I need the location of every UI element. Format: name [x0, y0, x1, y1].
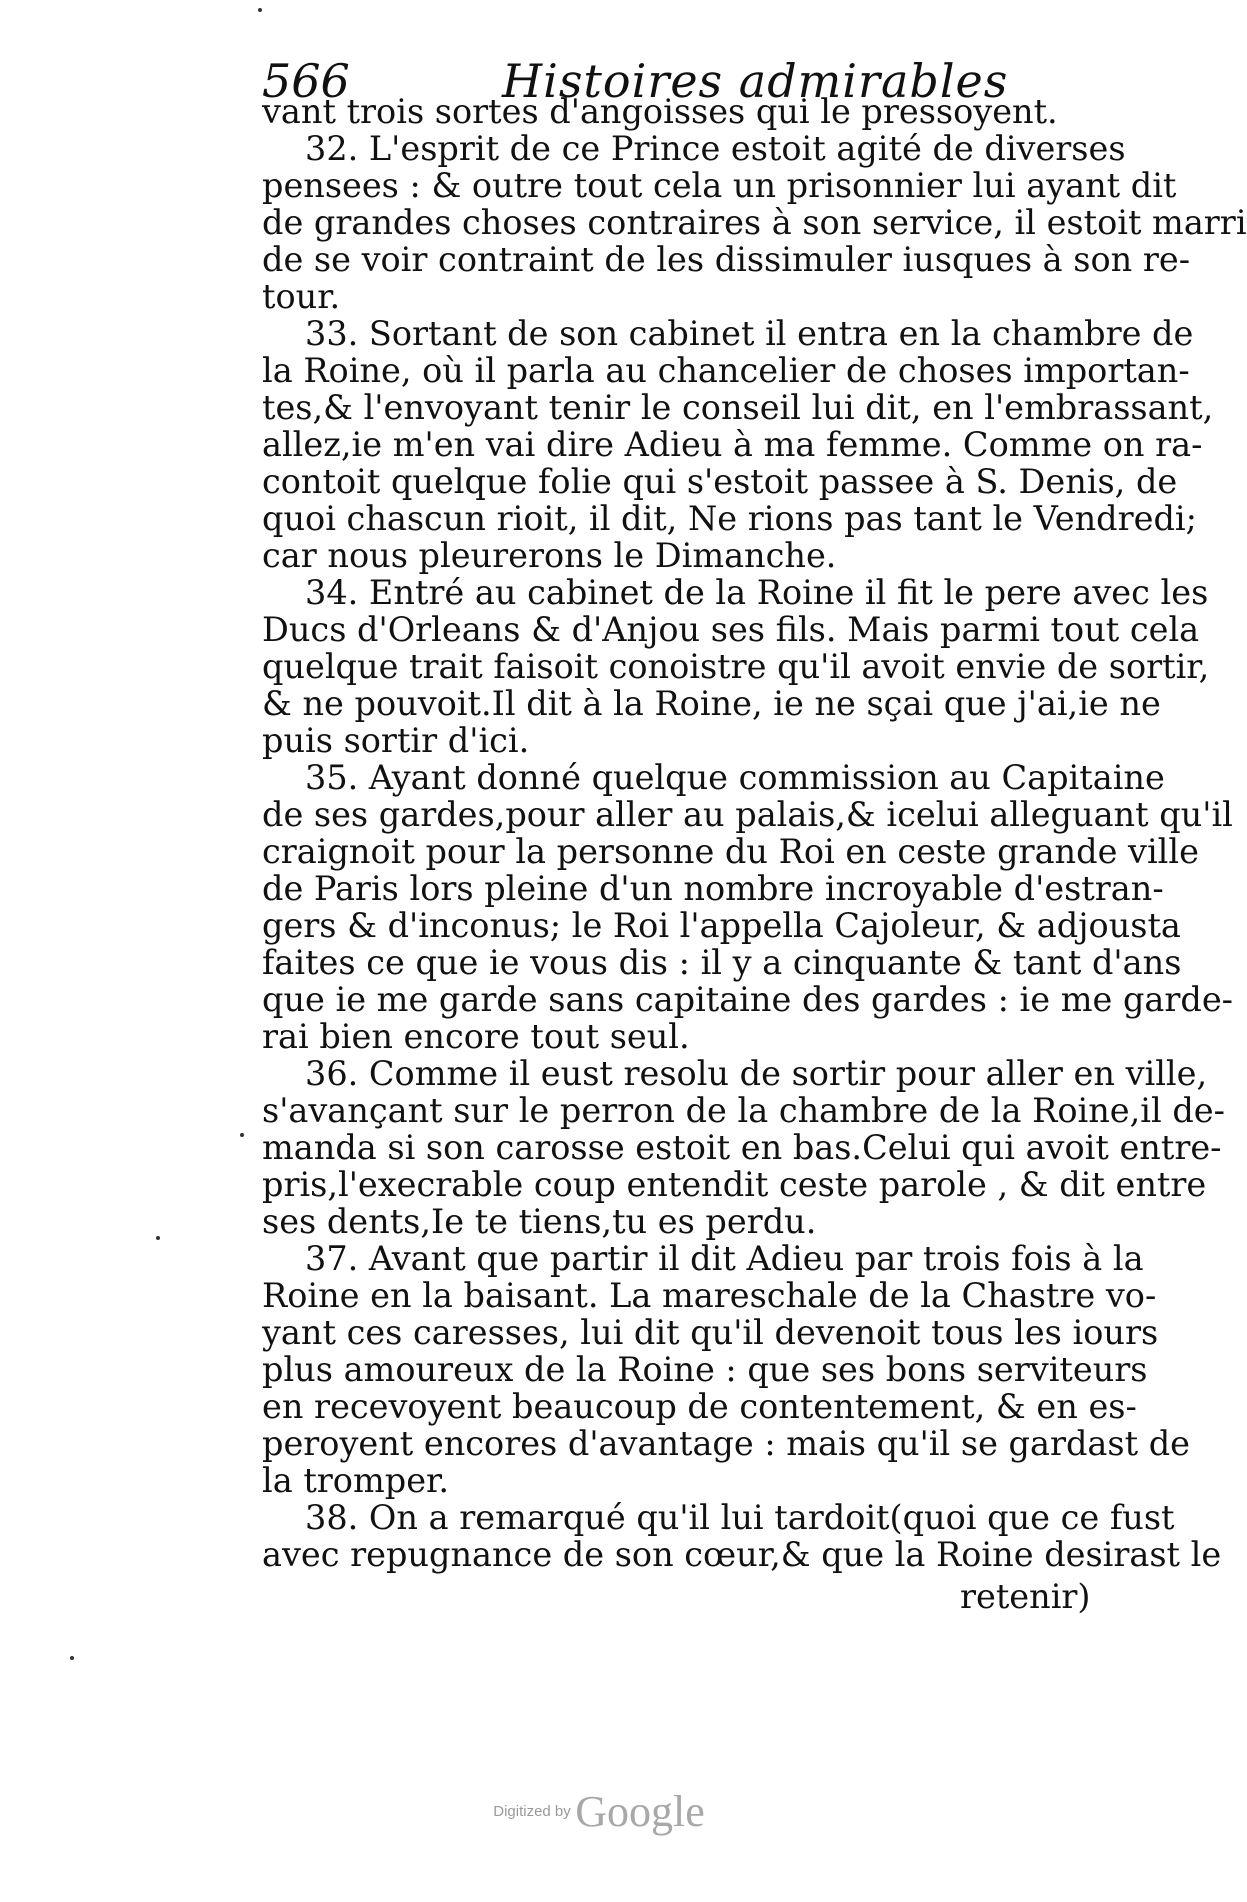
text-line: de grandes choses contraires à son service, il estoit marri	[262, 203, 1247, 242]
text-line: Roine en la baisant. La mareschale de la Chastre vo-	[262, 1276, 1157, 1315]
text-line: 34. Entré au cabinet de la Roine il fit le pere avec les	[305, 573, 1209, 612]
text-line: que ie me garde sans capitaine des gardes : ie me garde-	[262, 980, 1233, 1019]
text-line: 33. Sortant de son cabinet il entra en la chambre de	[305, 314, 1194, 353]
text-line: gers & d'inconus; le Roi l'appella Cajoleur, & adjousta	[262, 906, 1181, 945]
text-line: 32. L'esprit de ce Prince estoit agité de diverses	[305, 129, 1126, 168]
text-line: 35. Ayant donné quelque commission au Capitaine	[305, 758, 1165, 797]
text-line: puis sortir d'ici.	[262, 721, 530, 760]
text-line: quelque trait faisoit conoistre qu'il avoit envie de sortir,	[262, 647, 1210, 686]
text-line: tes,& l'envoyant tenir le conseil lui dit, en l'embrassant,	[262, 388, 1214, 427]
text-line: plus amoureux de la Roine : que ses bons serviteurs	[262, 1350, 1148, 1389]
text-line: 37. Avant que partir il dit Adieu par trois fois à la	[305, 1239, 1144, 1278]
ink-speck	[240, 1133, 244, 1137]
text-line: avec repugnance de son cœur,& que la Roine desirast le	[262, 1535, 1222, 1574]
text-line: la tromper.	[262, 1461, 449, 1500]
text-line: vant trois sortes d'angoisses qui le pressoyent.	[262, 92, 1058, 131]
catchword: retenir)	[960, 1577, 1091, 1616]
text-line: tour.	[262, 277, 341, 316]
digitized-by-label: Digitized by	[493, 1803, 571, 1820]
running-title: Histoires admirables	[502, 54, 1009, 108]
text-line: la Roine, où il parla au chancelier de choses importan-	[262, 351, 1190, 390]
text-line: quoi chascun rioit, il dit, Ne rions pas tant le Vendredi;	[262, 499, 1197, 538]
text-line: ses dents,Ie te tiens,tu es perdu.	[262, 1202, 817, 1241]
text-line: de ses gardes,pour aller au palais,& icelui alleguant qu'il	[262, 795, 1233, 834]
digitized-watermark	[0, 1786, 1198, 1837]
text-line: manda si son carosse estoit en bas.Celui qui avoit entre-	[262, 1128, 1222, 1167]
ink-speck	[156, 1236, 160, 1240]
text-line: & ne pouvoit.Il dit à la Roine, ie ne sçai que j'ai,ie ne	[262, 684, 1161, 723]
text-line: pris,l'execrable coup entendit ceste parole , & dit entre	[262, 1165, 1207, 1204]
text-line: faites ce que ie vous dis : il y a cinquante & tant d'ans	[262, 943, 1182, 982]
text-line: en recevoyent beaucoup de contentement, & en es-	[262, 1387, 1137, 1426]
text-line: 36. Comme il eust resolu de sortir pour aller en ville,	[305, 1054, 1208, 1093]
text-line: yant ces caresses, lui dit qu'il devenoit tous les iours	[262, 1313, 1159, 1352]
text-line: contoit quelque folie qui s'estoit passee à S. Denis, de	[262, 462, 1178, 501]
ink-speck	[70, 1656, 74, 1660]
text-line: 38. On a remarqué qu'il lui tardoit(quoi que ce fust	[305, 1498, 1175, 1537]
ink-speck	[258, 8, 262, 12]
text-line: allez,ie m'en vai dire Adieu à ma femme. Comme on ra-	[262, 425, 1203, 464]
text-line: pensees : & outre tout cela un prisonnier lui ayant dit	[262, 166, 1177, 205]
text-line: peroyent encores d'avantage : mais qu'il se gardast de	[262, 1424, 1190, 1463]
text-line: craignoit pour la personne du Roi en ceste grande ville	[262, 832, 1199, 871]
text-line: de se voir contraint de les dissimuler iusques à son re-	[262, 240, 1191, 279]
text-line: car nous pleurerons le Dimanche.	[262, 536, 837, 575]
text-line: de Paris lors pleine d'un nombre incroyable d'estran-	[262, 869, 1164, 908]
text-line: s'avançant sur le perron de la chambre de la Roine,il de-	[262, 1091, 1225, 1130]
page-number: 566	[262, 54, 350, 108]
text-line: Ducs d'Orleans & d'Anjou ses fils. Mais parmi tout cela	[262, 610, 1200, 649]
text-line: rai bien encore tout seul.	[262, 1017, 690, 1056]
google-logo: Google	[575, 1787, 705, 1836]
